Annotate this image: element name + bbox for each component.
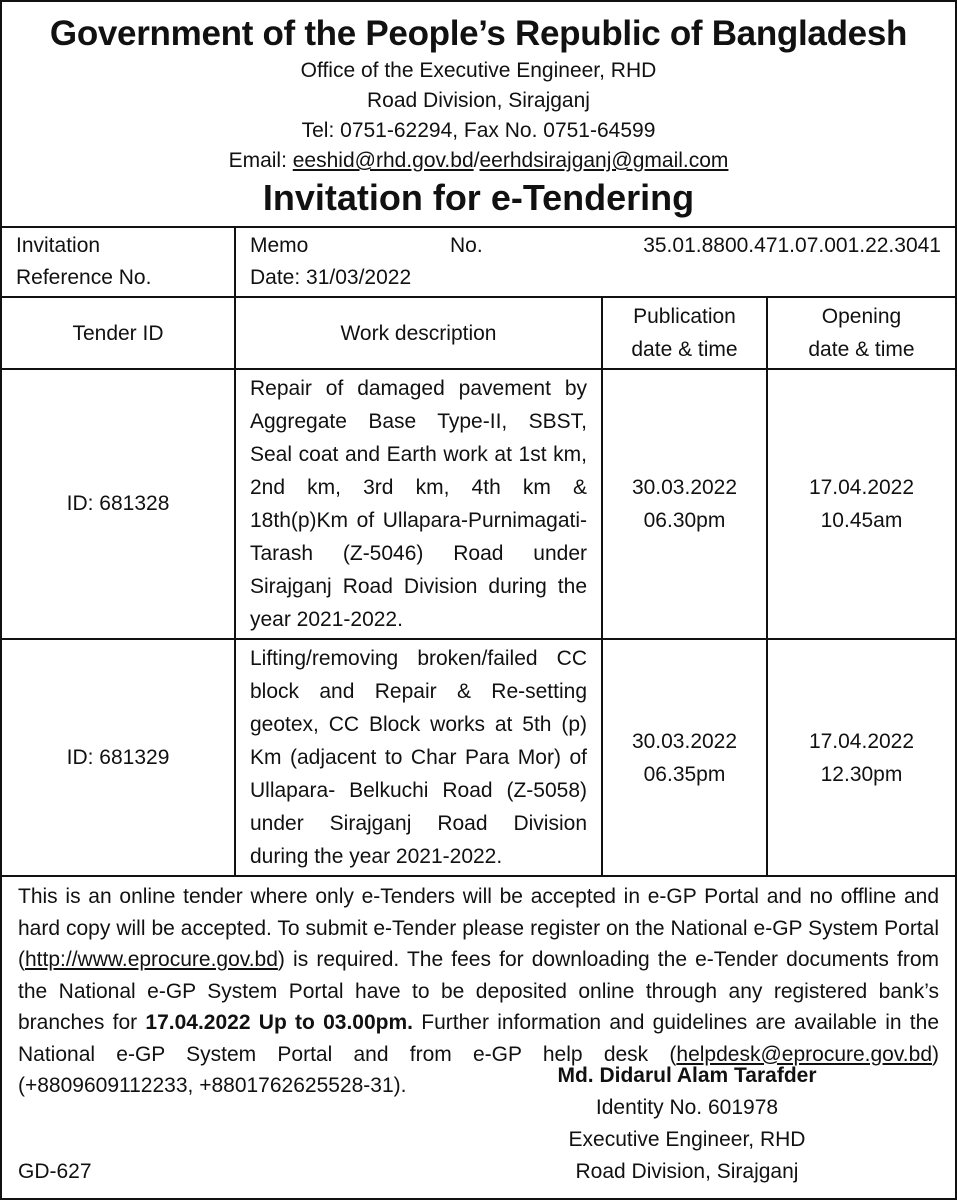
- notice-text-1: This is an online tender where only e-Tenders will be accepted in e-GP Portal and no offline and hard copy will be accepted. To submit e-Tender please register on the National e-GP System Portal (: [18, 885, 939, 971]
- memo-no-label: No.: [450, 234, 483, 257]
- work-description-cell: Lifting/removing broken/failed CC block and Repair & Re-setting geotex, CC Block works at 5th (p) Km (adjacent to Char Para Mor) of Ullapara- Belkuchi Road (Z-5058) under Sirajganj Road Division during the year 2021-2022.: [235, 639, 602, 876]
- opening-date: 17.04.2022: [808, 476, 915, 499]
- eprocure-portal-link[interactable]: http://www.eprocure.gov.bd: [25, 948, 278, 971]
- publication-date: 30.03.2022: [631, 729, 738, 753]
- memo-date: Date: 31/03/2022: [250, 266, 412, 289]
- reference-row: [2, 227, 955, 297]
- header-publication: [602, 297, 767, 369]
- table-row: [2, 369, 955, 639]
- tender-id-cell: ID: 681329: [2, 639, 235, 876]
- opening-date: 17.04.2022: [808, 729, 915, 753]
- table-header-row: [2, 297, 955, 369]
- email-link-secondary[interactable]: eerhdsirajganj@gmail.com: [479, 149, 729, 172]
- signature-block: [522, 1060, 852, 1188]
- header-publication-line2: date & time: [631, 338, 738, 361]
- signatory-office: Road Division, Sirajganj: [575, 1160, 799, 1183]
- office-name: Office of the Executive Engineer, RHD: [300, 59, 657, 82]
- table-row: [2, 639, 955, 876]
- opening-time: 12.30pm: [820, 762, 903, 786]
- gd-reference-code: GD-627: [18, 1160, 92, 1183]
- signatory-designation: Executive Engineer, RHD: [568, 1128, 806, 1151]
- notice-text-3: Further information and guidelines are available in the National e-GP System Portal and from e-GP help desk (: [18, 1011, 940, 1066]
- reference-value: [235, 227, 955, 297]
- memo-label: Memo: [250, 234, 309, 257]
- signatory-identity: Identity No. 601978: [595, 1096, 779, 1119]
- memo-number-row: [250, 230, 941, 262]
- contact-line: Tel: 0751-62294, Fax No. 0751-64599: [301, 119, 656, 142]
- header-tender-id: Tender ID: [2, 297, 235, 369]
- division-name: Road Division, Sirajganj: [367, 89, 590, 112]
- publication-time: 06.30pm: [643, 509, 726, 532]
- memo-number: 35.01.8800.471.07.001.22.3041: [643, 234, 941, 257]
- header-opening-line2: date & time: [808, 338, 915, 361]
- work-description-cell: Repair of damaged pavement by Aggregate Base Type-II, SBST, Seal coat and Earth work at 1st km, 2nd km, 3rd km, 4th km & 18th(p)Km of Ullapara-Purnimagati-Tarash (Z-5046) Road under Sirajganj Road Division during the year 2021-2022.: [235, 369, 602, 639]
- email-line: [2, 146, 955, 176]
- email-prefix: Email:: [228, 149, 293, 172]
- notice-header: [2, 2, 955, 220]
- notice-text-4: ) (+8809609112233, +8801762625528-31).: [18, 1042, 939, 1097]
- email-link-primary[interactable]: eeshid@rhd.gov.bd: [292, 149, 474, 172]
- government-title: Government of the People’s Republic of Bangladesh: [49, 14, 908, 53]
- opening-time: 10.45am: [820, 509, 903, 532]
- header-publication-line1: Publication: [633, 305, 736, 328]
- header-opening: [767, 297, 955, 369]
- opening-cell: [767, 369, 955, 639]
- header-opening-line1: Opening: [821, 305, 902, 328]
- helpdesk-email-link[interactable]: helpdesk@eprocure.gov.bd: [676, 1042, 932, 1066]
- document-title: Invitation for e-Tendering: [262, 177, 695, 218]
- signatory-name: Md. Didarul Alam Tarafder: [557, 1064, 817, 1087]
- publication-cell: [602, 369, 767, 639]
- reference-label-line1: Invitation: [16, 234, 101, 257]
- tender-id-cell: ID: 681328: [2, 369, 235, 639]
- opening-cell: [767, 639, 955, 876]
- reference-label-line2: Reference No.: [16, 266, 152, 289]
- publication-cell: [602, 639, 767, 876]
- notice-text-2: ) is required. The fees for downloading the e-Tender documents from the National e-GP System Portal have to be deposited online through any registered bank’s branches for: [18, 948, 939, 1034]
- tender-table: [2, 226, 955, 877]
- reference-label: [2, 227, 235, 297]
- submission-deadline: 17.04.2022 Up to 03.00pm.: [145, 1011, 413, 1034]
- publication-time: 06.35pm: [643, 762, 726, 786]
- header-work-description: Work description: [235, 297, 602, 369]
- email-separator: /: [473, 149, 480, 172]
- publication-date: 30.03.2022: [631, 476, 738, 499]
